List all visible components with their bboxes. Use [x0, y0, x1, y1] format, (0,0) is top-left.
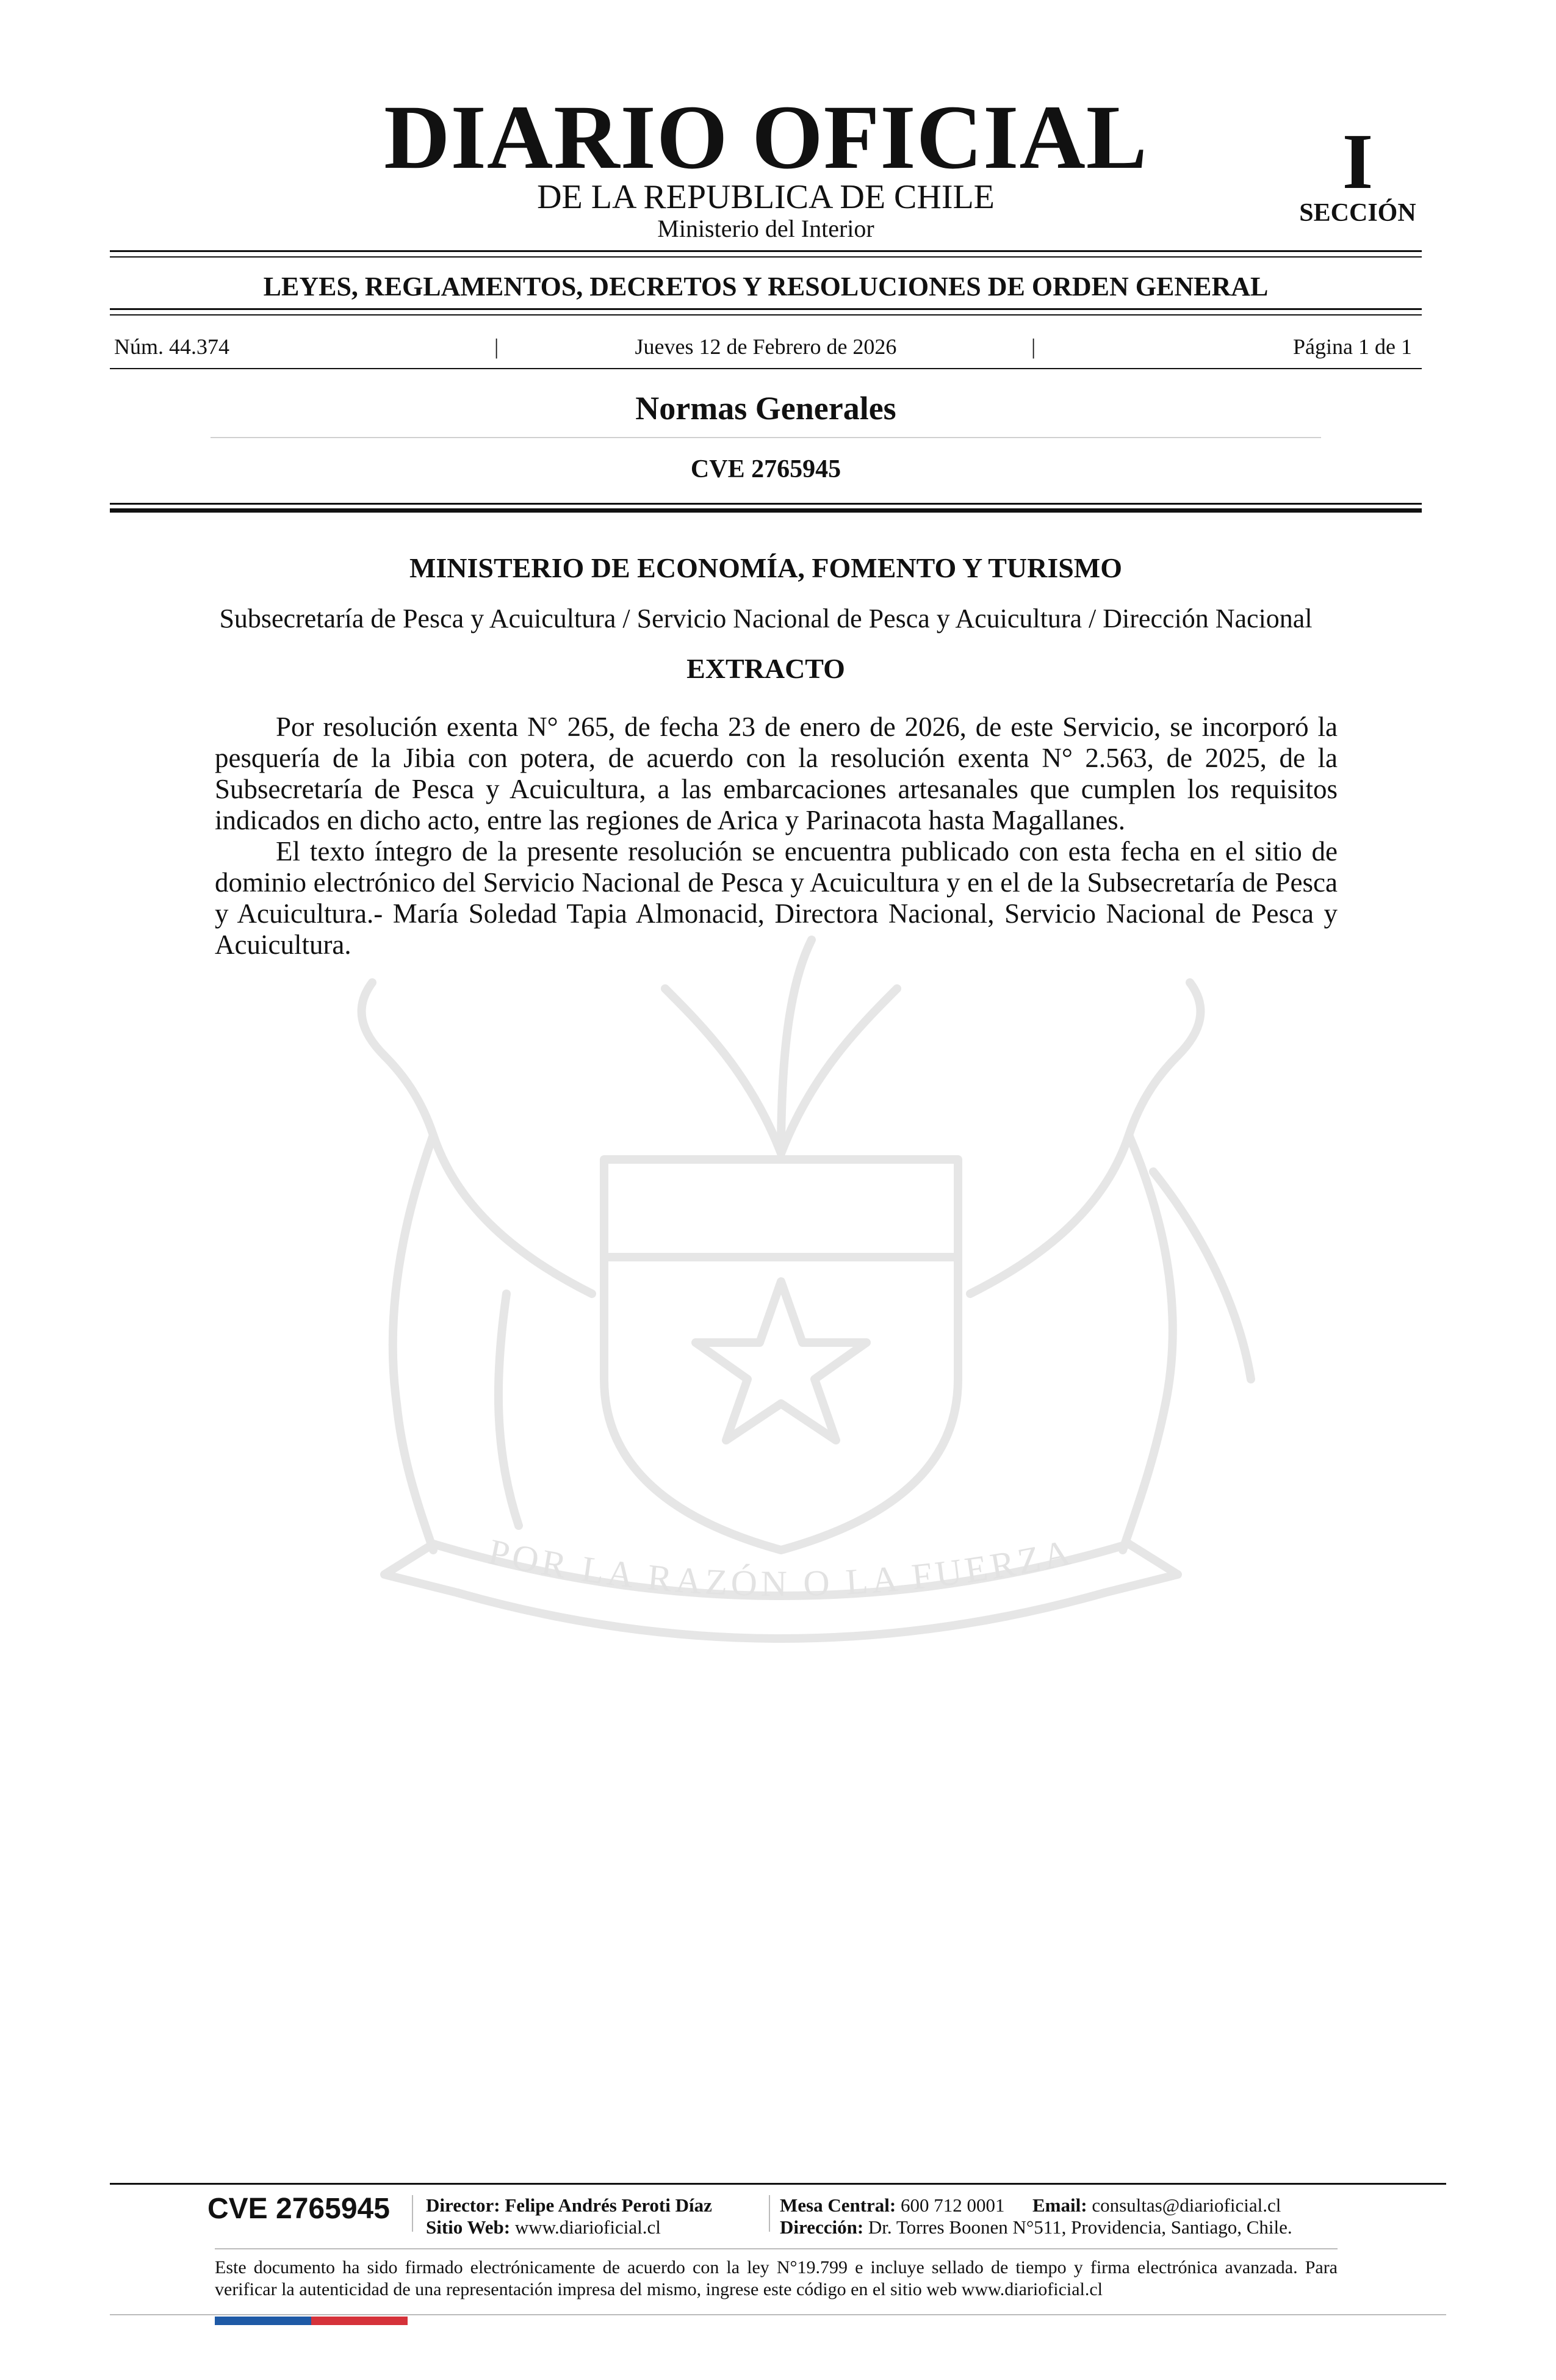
- section-title: Normas Generales: [635, 390, 896, 427]
- info-rule: [110, 368, 1422, 369]
- footer-separator: [769, 2195, 770, 2232]
- document-body: [215, 712, 1338, 961]
- footer-email-label: Email:: [1032, 2194, 1087, 2216]
- footer-cve-code: CVE 2765945: [207, 2193, 390, 2225]
- category-rule-thick: [110, 308, 1422, 310]
- issue-number: Núm. 44.374: [114, 334, 229, 359]
- issue-separator-left: |: [494, 334, 499, 359]
- document-ministry: MINISTERIO DE ECONOMÍA, FOMENTO Y TURISMO: [409, 552, 1122, 583]
- footer-phone-value: 600 712 0001: [901, 2194, 1005, 2216]
- flag-bar-blue: [215, 2317, 311, 2325]
- issue-page: Página 1 de 1: [1293, 334, 1412, 359]
- footer-email-link[interactable]: consultas@diarioficial.cl: [1092, 2194, 1281, 2216]
- document-heading: EXTRACTO: [686, 653, 845, 684]
- coat-of-arms-motto: POR LA RAZÓN O LA FUERZA: [484, 1531, 1078, 1604]
- footer-phone-label: Mesa Central:: [780, 2194, 896, 2216]
- issue-date: Jueves 12 de Febrero de 2026: [635, 334, 897, 359]
- footer-website-label: Sitio Web:: [426, 2216, 511, 2238]
- footer-address-value: Dr. Torres Boonen N°511, Providencia, Santiago, Chile.: [868, 2216, 1292, 2238]
- footer-director-label: Director:: [426, 2194, 500, 2216]
- masthead-title: DIARIO OFICIAL: [384, 87, 1148, 188]
- footer-director: [426, 2196, 712, 2215]
- footer-contact: [780, 2196, 1281, 2215]
- category-rule-thin: [110, 314, 1422, 316]
- svg-text:POR LA RAZÓN O LA FUERZA: [485, 1531, 1077, 1604]
- document-subsecretaria: Subsecretaría de Pesca y Acuicultura / Servicio Nacional de Pesca y Acuicultura / Dirección Nacional: [219, 604, 1313, 633]
- category-line: LEYES, REGLAMENTOS, DECRETOS Y RESOLUCIONES DE ORDEN GENERAL: [263, 272, 1269, 301]
- cve-code: CVE 2765945: [690, 455, 841, 483]
- document-paragraph: El texto íntegro de la presente resolución se encuentra publicado con esta fecha en el sitio de dominio electrónico del Servicio Nacional de Pesca y Acuicultura y en el de la Subsecretaría de Pesca y Acuicultura.- María Soledad Tapia Almonacid, Directora Nacional, Servicio Nacional de Pesca y Acuicultura.: [215, 836, 1338, 960]
- footer-rule-top: [110, 2183, 1446, 2185]
- document-paragraph: Por resolución exenta N° 265, de fecha 23 de enero de 2026, de este Servicio, se incorporó la pesquería de la Jibia con potera, de acuerdo con la resolución exenta N° 2.563, de 2025, de la Subsecretaría de Pesca y Acuicultura, a las embarcaciones artesanales que cumplen los requisitos indicados en dicho acto, entre las regiones de Arica y Parinacota hasta Magallanes.: [215, 712, 1338, 835]
- issue-separator-right: |: [1031, 334, 1036, 359]
- content-rule-thick: [110, 508, 1422, 513]
- header-rule-thick: [110, 250, 1422, 252]
- section-number: I: [1342, 118, 1374, 206]
- footer-website: [426, 2218, 661, 2237]
- footer-signature-notice: Este documento ha sido firmado electrónicamente de acuerdo con la ley N°19.799 e incluye sellado de tiempo y firma electrónica avanzada. Para verificar la autenticidad de una representación impresa del mismo, ingrese este código en el sitio web www.diarioficial.cl: [215, 2257, 1338, 2299]
- flag-bar-red: [311, 2317, 408, 2325]
- masthead-subtitle: DE LA REPUBLICA DE CHILE: [537, 178, 995, 216]
- footer-rule-bottom: [110, 2314, 1446, 2315]
- footer-address-label: Dirección:: [780, 2216, 864, 2238]
- coat-of-arms-watermark-icon: [201, 915, 1361, 1684]
- chile-flag-bar: [215, 2317, 408, 2325]
- footer-address: [780, 2218, 1292, 2237]
- content-rule-thin: [110, 503, 1422, 505]
- footer-rule-mid: [215, 2248, 1338, 2249]
- footer-separator: [412, 2195, 413, 2232]
- section-title-rule: [211, 437, 1321, 438]
- footer-website-link[interactable]: www.diarioficial.cl: [514, 2216, 661, 2238]
- header-rule-thin: [110, 256, 1422, 258]
- footer-director-value: Felipe Andrés Peroti Díaz: [505, 2194, 712, 2216]
- masthead-ministry: Ministerio del Interior: [657, 215, 874, 242]
- section-label: SECCIÓN: [1299, 199, 1416, 227]
